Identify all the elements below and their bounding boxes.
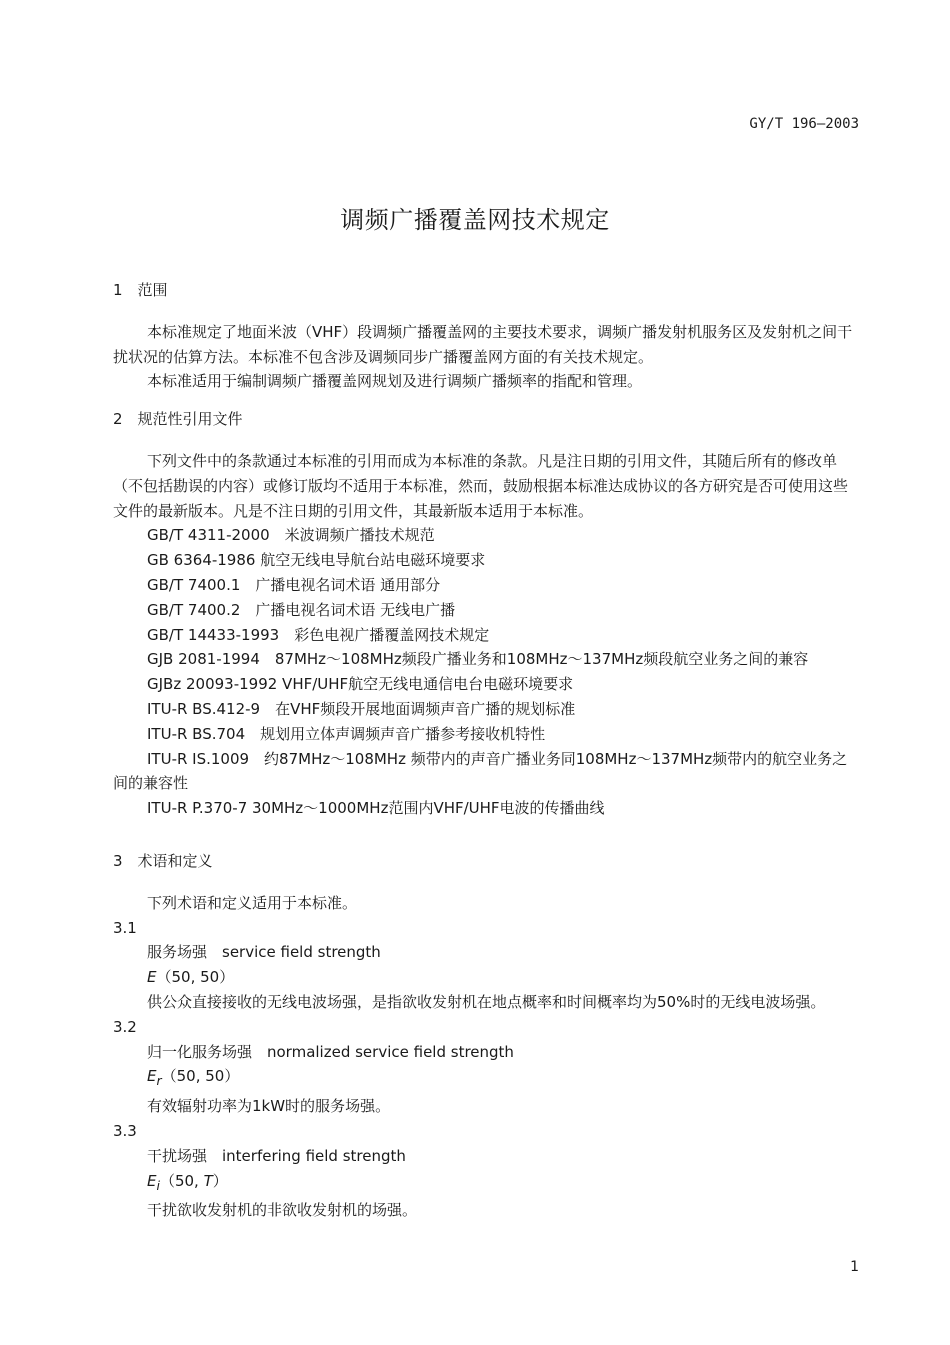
section-2-heading: 2 规范性引用文件 bbox=[113, 410, 243, 429]
document-body bbox=[113, 278, 861, 1223]
section-3-intro: 下列术语和定义适用于本标准。 bbox=[147, 893, 358, 912]
document-title: 调频广播覆盖网技术规定 bbox=[340, 206, 610, 234]
term-definition: 供公众直接接收的无线电波场强，是指欲收发射机在地点概率和时间概率均为50%时的无线电波场强。 bbox=[147, 992, 826, 1011]
term-symbol: E（50, 50） bbox=[147, 968, 235, 987]
section-2-paragraph: 下列文件中的条款通过本标准的引用而成为本标准的条款。凡是注日期的引用文件，其随后所有的修改单（不包括勘误的内容）或修订版均不适用于本标准，然而，鼓励根据本标准达成协议的各方研究是否可使用这些文件的最新版本。凡是不注日期的引用文件，其最新版本适用于本标准。 bbox=[113, 451, 849, 520]
term-number: 3.3 bbox=[113, 1121, 137, 1140]
reference-item: ITU-R IS.1009 约87MHz～108MHz 频带内的声音广播业务同108MHz～137MHz频带内的航空业务之间的兼容性 bbox=[113, 749, 848, 793]
reference-item: GB 6364-1986 航空无线电导航台站电磁环境要求 bbox=[147, 551, 486, 570]
term-number: 3.1 bbox=[113, 918, 137, 937]
section-3-heading: 3 术语和定义 bbox=[113, 851, 213, 870]
term-definition: 干扰欲收发射机的非欲收发射机的场强。 bbox=[147, 1201, 418, 1220]
section-1-paragraph: 本标准规定了地面米波（VHF）段调频广播覆盖网的主要技术要求，调频广播发射机服务区及发射机之间干扰状况的估算方法。本标准不包含涉及调频同步广播覆盖网方面的有关技术规定。 bbox=[113, 322, 853, 366]
term-symbol: $E_i(50$, T） bbox=[147, 1171, 228, 1193]
reference-item: GJBz 20093-1992 VHF/UHF航空无线电通信电台电磁环境要求 bbox=[147, 675, 574, 694]
reference-item: ITU-R P.370-7 30MHz～1000MHz范围内VHF/UHF电波的传播曲线 bbox=[147, 799, 605, 818]
standard-code: GY/T 196—2003 bbox=[749, 116, 859, 132]
section-1-heading: 1 范围 bbox=[113, 281, 168, 299]
reference-item: GB/T 14433-1993 彩色电视广播覆盖网技术规定 bbox=[147, 625, 490, 644]
term-symbol: $E_r(50$, 50） bbox=[147, 1067, 240, 1089]
reference-item: GB/T 7400.1 广播电视名词术语 通用部分 bbox=[147, 575, 441, 594]
reference-item: GB/T 7400.2 广播电视名词术语 无线电广播 bbox=[147, 600, 456, 619]
reference-item: GJB 2081-1994 87MHz～108MHz频段广播业务和108MHz～137MHz频段航空业务之间的兼容 bbox=[147, 650, 809, 669]
term-name: 归一化服务场强 normalized service field strength bbox=[147, 1042, 514, 1061]
term-name: 干扰场强 interfering field strength bbox=[147, 1146, 406, 1165]
page-number: 1 bbox=[850, 1259, 859, 1275]
term-definition: 有效辐射功率为1kW时的服务场强。 bbox=[147, 1097, 391, 1116]
reference-item: ITU-R BS.412-9 在VHF频段开展地面调频声音广播的规划标准 bbox=[147, 699, 576, 718]
term-name: 服务场强 service field strength bbox=[147, 943, 381, 962]
section-1-paragraph: 本标准适用于编制调频广播覆盖网规划及进行调频广播频率的指配和管理。 bbox=[147, 372, 643, 391]
reference-item: ITU-R BS.704 规划用立体声调频声音广播参考接收机特性 bbox=[147, 724, 546, 743]
term-number: 3.2 bbox=[113, 1017, 137, 1036]
reference-item: GB/T 4311-2000 米波调频广播技术规范 bbox=[147, 526, 435, 545]
